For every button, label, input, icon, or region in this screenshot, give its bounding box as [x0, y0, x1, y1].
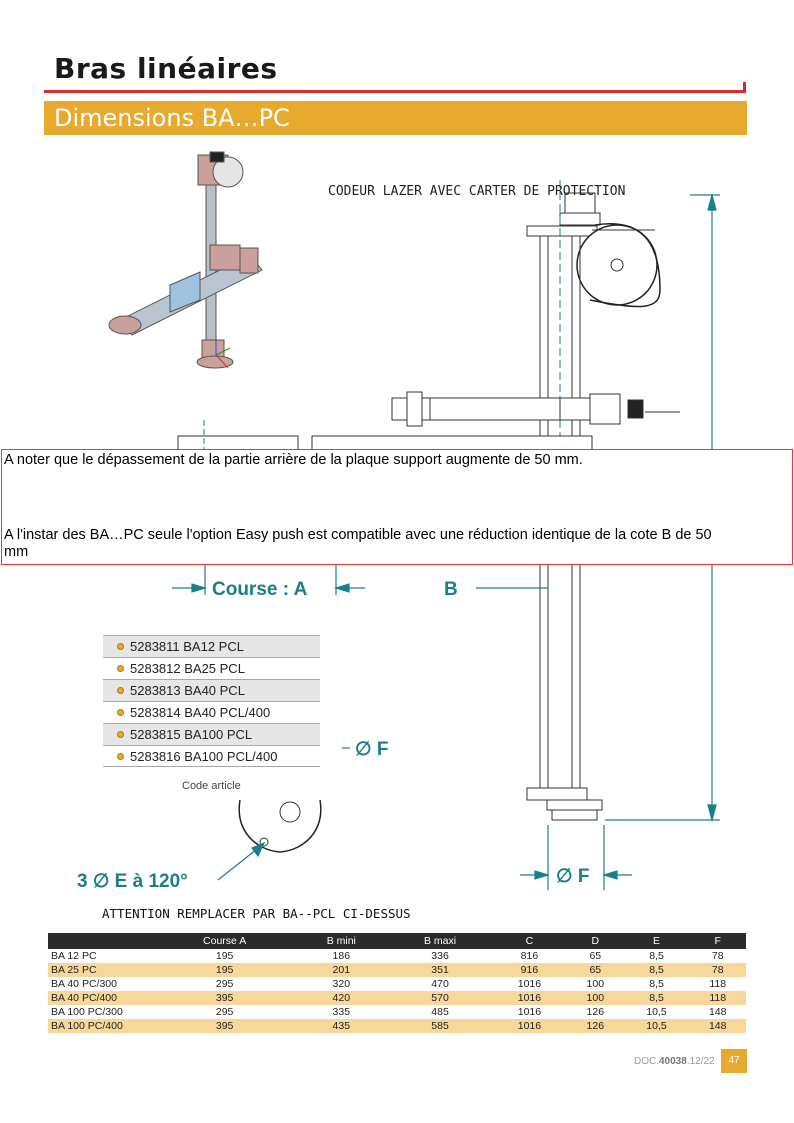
table-cell: 570: [388, 991, 491, 1005]
bullet-icon: [117, 731, 124, 738]
encoder-label: CODEUR LAZER AVEC CARTER DE PROTECTION: [328, 184, 626, 199]
list-item[interactable]: [103, 657, 320, 679]
title-rule: [44, 90, 746, 93]
note-line-2b: mm: [4, 544, 29, 560]
page-number: 47: [721, 1049, 747, 1073]
table-row: [48, 1005, 746, 1019]
table-cell: BA 40 PC/300: [51, 978, 117, 990]
note-line-2: A l'instar des BA…PC seule l'option Easy push est compatible avec une réduction identique de la cote B de 50: [4, 527, 712, 543]
table-cell: 916: [492, 963, 567, 977]
dimensions-table: [48, 933, 746, 1033]
table-cell: 295: [215, 978, 234, 990]
table-cell: 816: [520, 950, 539, 962]
article-code: 5283812 BA25 PCL: [130, 661, 245, 676]
table-header: E: [624, 933, 690, 949]
table-cell: 420: [294, 991, 388, 1005]
table-row: [48, 991, 746, 1005]
table-cell: 1016: [517, 1006, 542, 1018]
table-header: [48, 933, 155, 949]
table-cell: 201: [294, 963, 388, 977]
table-cell: 78: [711, 950, 724, 962]
doc-suffix: .12/22: [686, 1056, 715, 1067]
bullet-icon: [117, 687, 124, 694]
diam-f-bottom-label: ∅ F: [556, 866, 590, 887]
table-header: C: [492, 933, 567, 949]
table-cell: 485: [431, 1006, 449, 1018]
bullet-icon: [117, 643, 124, 650]
table-header: B maxi: [388, 933, 491, 949]
article-code: 5283811 BA12 PCL: [130, 639, 244, 654]
table-header: Course A: [155, 933, 294, 949]
table-cell: 118: [709, 978, 727, 990]
table-header-row: [48, 933, 746, 949]
table-cell: 435: [294, 1019, 388, 1033]
article-code: 5283816 BA100 PCL/400: [130, 748, 278, 764]
note-box: [1, 449, 793, 565]
table-row: [48, 977, 746, 991]
article-code: 5283814 BA40 PCL/400: [130, 705, 271, 720]
table-cell: 8,5: [649, 950, 664, 962]
code-caption: Code article: [182, 780, 241, 792]
table-cell: 126: [567, 1019, 624, 1033]
table-cell: 126: [586, 1006, 605, 1018]
table-cell: 1016: [492, 1019, 567, 1033]
title-rule-tick: [743, 82, 746, 93]
table-cell: 336: [431, 950, 449, 962]
table-cell: 148: [689, 1019, 746, 1033]
table-cell: 8,5: [624, 963, 690, 977]
table-header: D: [567, 933, 624, 949]
table-cell: BA 100 PC/300: [51, 1006, 123, 1018]
table-cell: 148: [708, 1006, 727, 1018]
note-line-1: A noter que le dépassement de la partie arrière de la plaque support augmente de 50 mm.: [4, 452, 583, 468]
table-cell: 10,5: [624, 1019, 690, 1033]
table-cell: 585: [388, 1019, 491, 1033]
list-item[interactable]: [103, 635, 320, 657]
table-cell: 395: [155, 1019, 294, 1033]
b-label: B: [444, 579, 458, 600]
section-title: Dimensions BA…PC: [54, 104, 290, 132]
table-row: [48, 1019, 746, 1033]
list-item[interactable]: [103, 701, 320, 723]
course-label: Course : A: [212, 579, 308, 600]
table-cell: 295: [215, 1006, 234, 1018]
table-cell: 65: [589, 950, 602, 962]
table-cell: 8,5: [624, 991, 690, 1005]
list-item[interactable]: [103, 723, 320, 745]
table-cell: 195: [215, 950, 234, 962]
table-cell: 10,5: [646, 1006, 667, 1018]
table-cell: 118: [689, 991, 746, 1005]
bullet-icon: [117, 709, 124, 716]
table-cell: 65: [567, 963, 624, 977]
table-cell: 335: [332, 1006, 351, 1018]
table-cell: 1016: [517, 978, 542, 990]
table-header: F: [689, 933, 746, 949]
table-cell: BA 25 PC: [48, 963, 155, 977]
bullet-icon: [117, 753, 124, 760]
table-cell: 320: [332, 978, 351, 990]
table-cell: BA 100 PC/400: [48, 1019, 155, 1033]
table-cell: 186: [332, 950, 351, 962]
table-cell: 1016: [492, 991, 567, 1005]
table-cell: 470: [431, 978, 449, 990]
article-code-list: [103, 635, 320, 767]
table-cell: 351: [388, 963, 491, 977]
table-cell: 100: [586, 978, 605, 990]
list-item[interactable]: [103, 745, 320, 767]
article-code: 5283813 BA40 PCL: [130, 683, 245, 698]
section-band: [44, 101, 747, 135]
doc-reference: [634, 1056, 715, 1067]
diam-f-label: ∅ F: [355, 739, 389, 760]
list-item[interactable]: [103, 679, 320, 701]
table-header: B mini: [294, 933, 388, 949]
table-row: [48, 963, 746, 977]
bullet-icon: [117, 665, 124, 672]
article-code: 5283815 BA100 PCL: [130, 727, 253, 742]
table-cell: 195: [155, 963, 294, 977]
page-title: Bras linéaires: [54, 52, 278, 85]
doc-number: 40038: [659, 1056, 687, 1067]
replacement-warning: ATTENTION REMPLACER PAR BA--PCL CI-DESSUS: [102, 906, 411, 921]
table-cell: 100: [567, 991, 624, 1005]
table-cell: 8,5: [649, 978, 664, 990]
arm-3d-model: [109, 152, 262, 368]
table-cell: BA 12 PC: [51, 950, 97, 962]
table-cell: 395: [155, 991, 294, 1005]
table-cell: 78: [689, 963, 746, 977]
doc-prefix: DOC.: [634, 1056, 659, 1067]
holes-label: 3 ∅ E à 120°: [77, 871, 188, 892]
table-row: [48, 949, 746, 963]
table-cell: BA 40 PC/400: [48, 991, 155, 1005]
